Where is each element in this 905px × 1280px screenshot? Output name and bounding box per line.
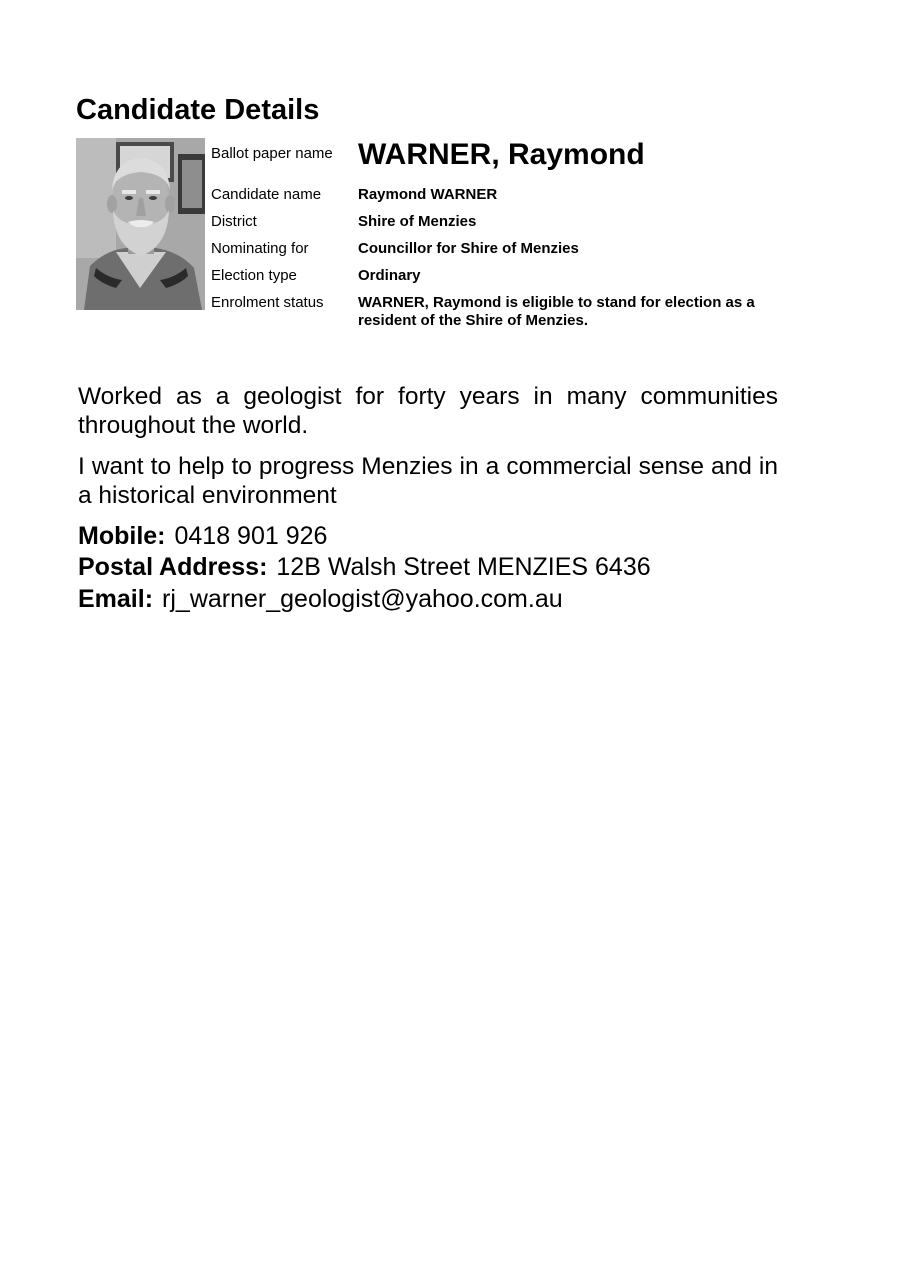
contact-postal-address xyxy=(78,552,651,583)
postal-address-value: 12B Walsh Street MENZIES 6436 xyxy=(276,553,651,581)
nominating-for-value: Councillor for Shire of Menzies xyxy=(358,240,579,257)
contact-email xyxy=(78,584,563,615)
district-label: District xyxy=(211,213,257,230)
candidate-name-value: Raymond WARNER xyxy=(358,186,498,203)
email-value: rj_warner_geologist@yahoo.com.au xyxy=(162,585,563,613)
election-type-value: Ordinary xyxy=(358,267,421,284)
candidate-portrait-photo xyxy=(76,138,205,310)
contact-mobile xyxy=(78,521,327,552)
nominating-for-label: Nominating for xyxy=(211,240,309,257)
enrolment-status-label: Enrolment status xyxy=(211,294,324,311)
mobile-value: 0418 901 926 xyxy=(174,522,328,550)
enrolment-status-value: WARNER, Raymond is eligible to stand for election as a resident of the Shire of Menzies. xyxy=(358,294,755,329)
mobile-label: Mobile: xyxy=(78,522,166,550)
statement-paragraph-2: I want to help to progress Menzies in a commercial sense and in a historical environment xyxy=(78,453,778,509)
statement-paragraph-1: Worked as a geologist for forty years in many communities throughout the world. xyxy=(78,383,778,439)
candidate-name-label: Candidate name xyxy=(211,186,322,203)
postal-address-label: Postal Address: xyxy=(78,553,268,581)
ballot-paper-name-label: Ballot paper name xyxy=(211,145,333,162)
page-title: Candidate Details xyxy=(76,94,320,126)
email-label: Email: xyxy=(78,585,154,613)
ballot-paper-name-value: WARNER, Raymond xyxy=(358,138,645,171)
district-value: Shire of Menzies xyxy=(358,213,477,230)
election-type-label: Election type xyxy=(211,267,297,284)
